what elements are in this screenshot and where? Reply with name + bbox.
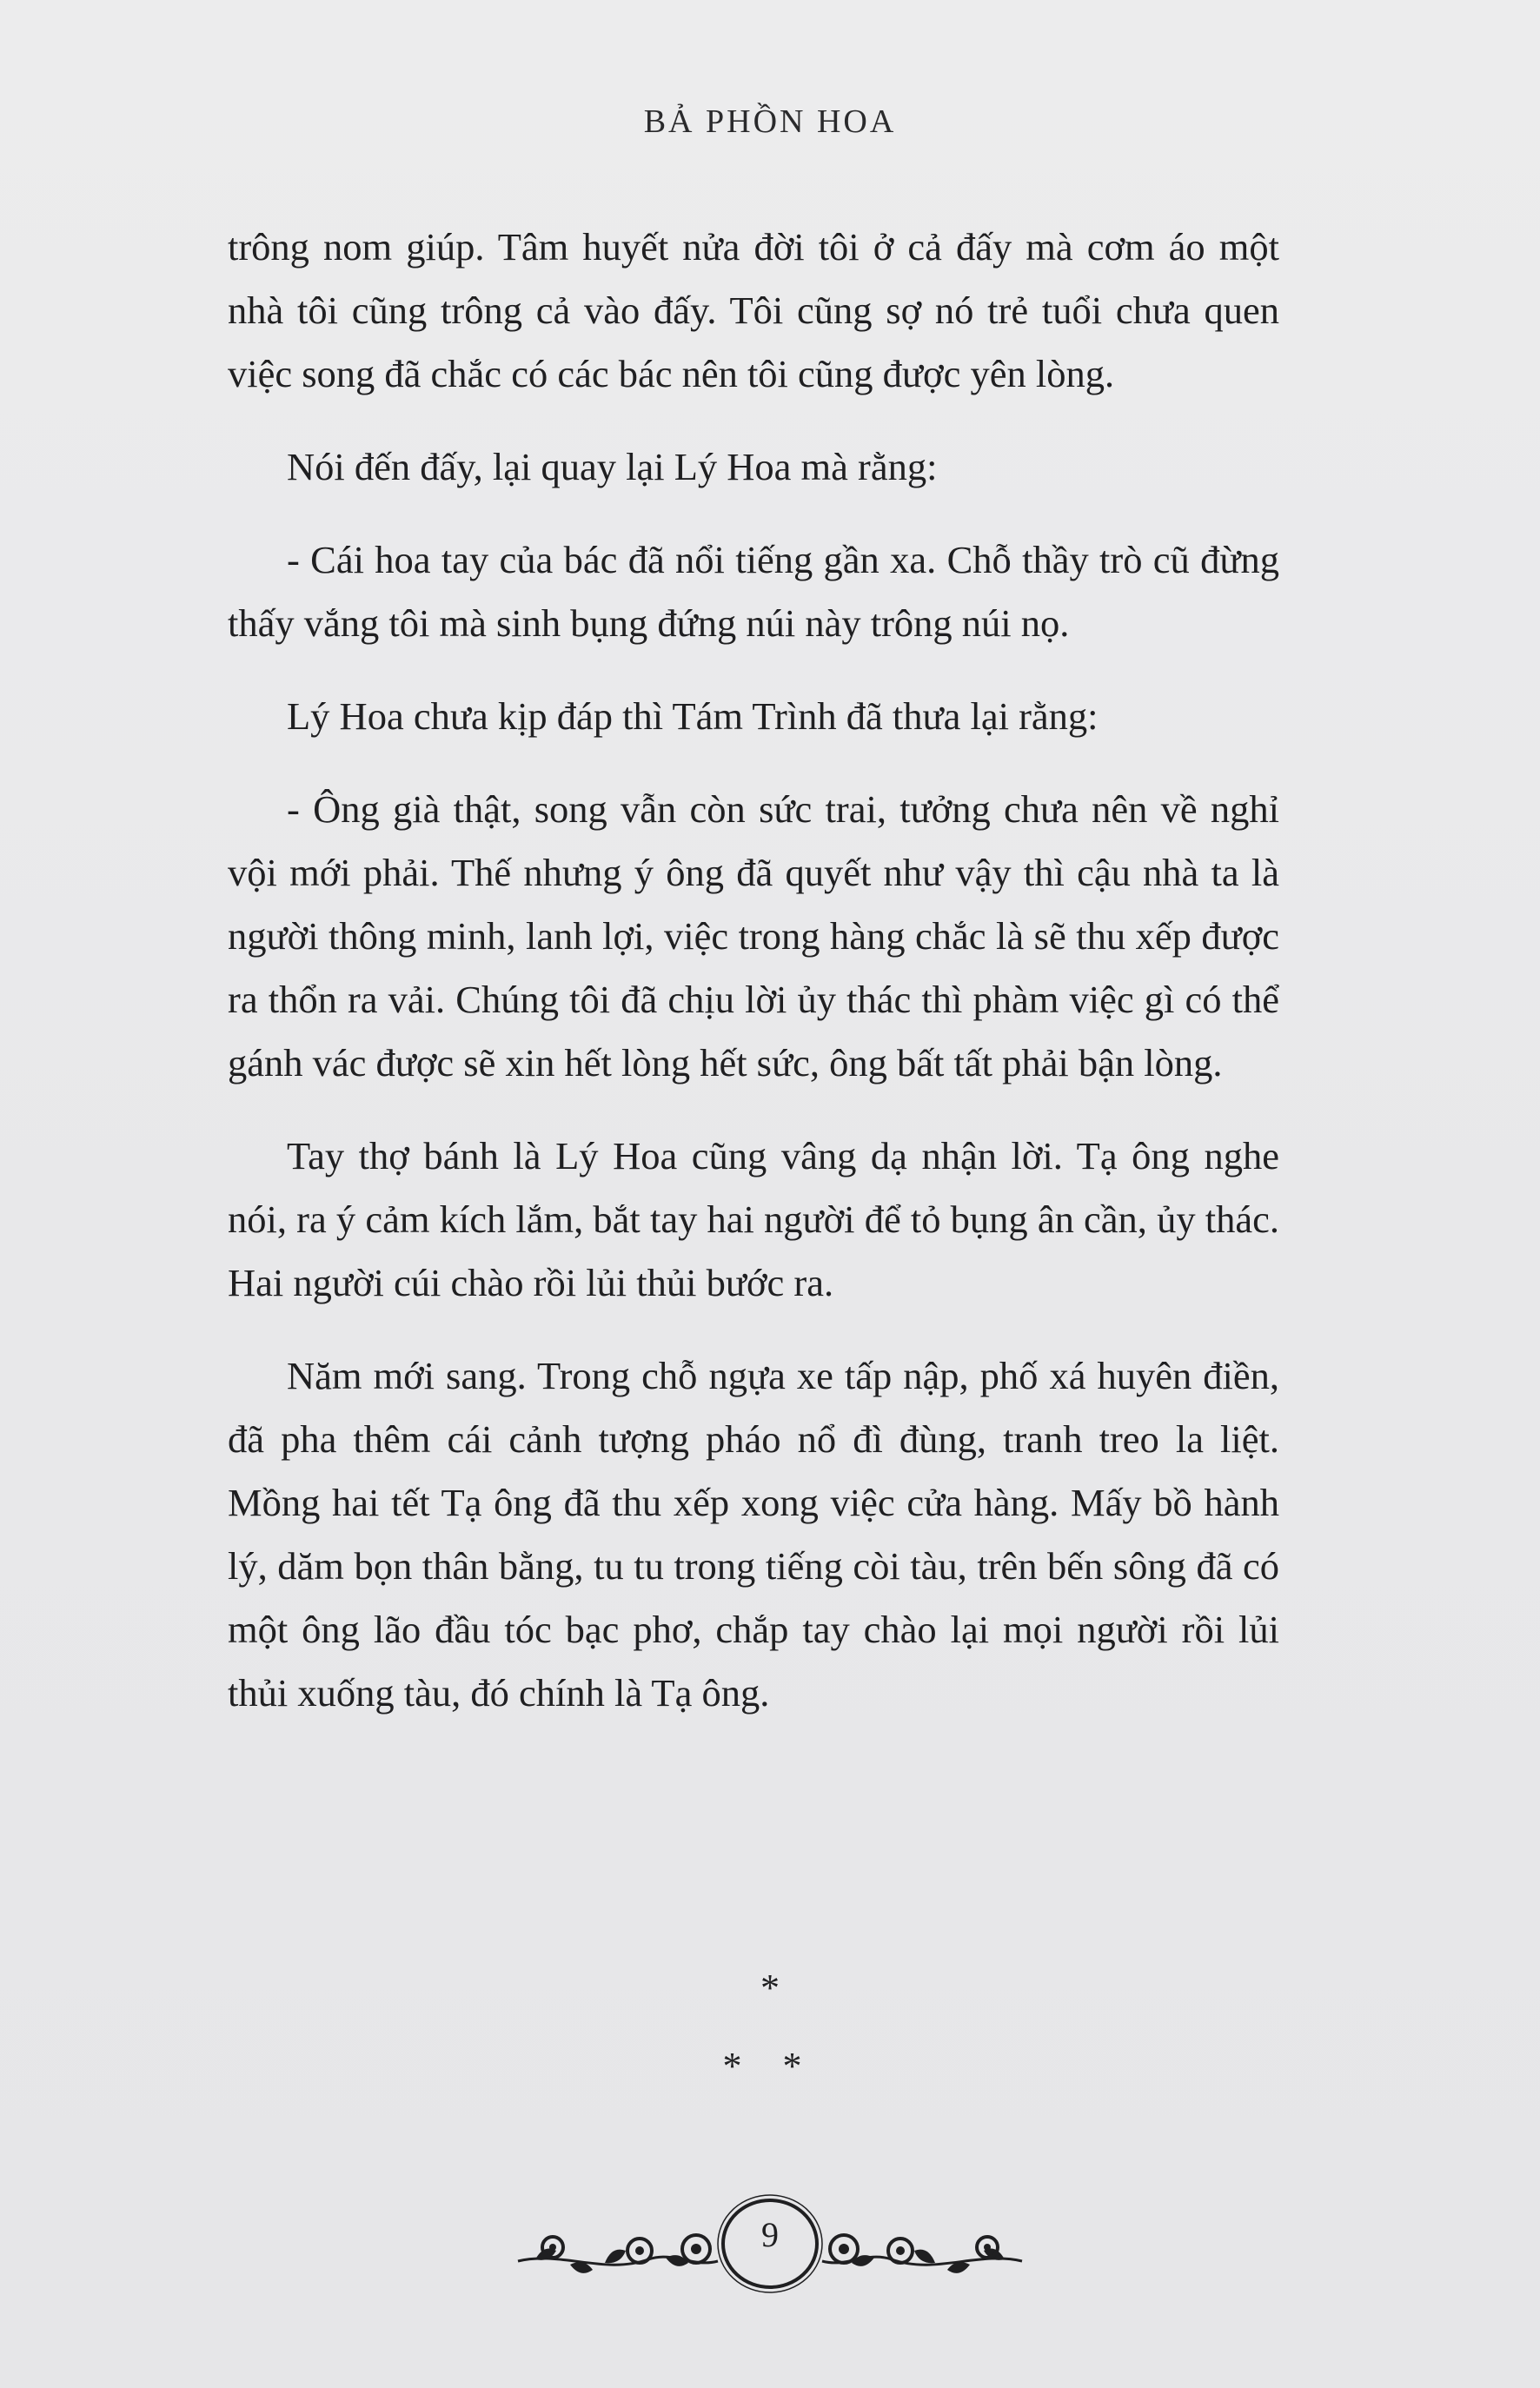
scene-break-top: *: [760, 1967, 780, 2009]
paragraph-6: Tay thợ bánh là Lý Hoa cũng vâng dạ nhận lời. Tạ ông nghe nói, ra ý cảm kích lắm, bắt tay hai người để tỏ bụng ân cần, ủy thác. Hai người cúi chào rồi lủi thủi bước ra.: [228, 1134, 1279, 1304]
paragraph-4: Lý Hoa chưa kịp đáp thì Tám Trình đã thưa lại rằng:: [287, 694, 1099, 738]
paragraph-7: Năm mới sang. Trong chỗ ngựa xe tấp nập, phố xá huyên điền, đã pha thêm cái cảnh tượng pháo nổ đì đùng, tranh treo la liệt. Mồng hai tết Tạ ông đã thu xếp xong việc cửa hàng. Mấy bồ hành lý, dăm bọn thân bằng, tu tu trong tiếng còi tàu, trên bến sông đã có một ông lão đầu tóc bạc phơ, chắp tay chào lại mọi người rồi lủi thủi xuống tàu, đó chính là Tạ ông.: [228, 1354, 1279, 1715]
scene-break-bottom: * *: [722, 2045, 818, 2087]
page-number: 9: [761, 2215, 779, 2254]
paragraph-2: Nói đến đấy, lại quay lại Lý Hoa mà rằng:: [287, 445, 938, 488]
paragraph-1: trông nom giúp. Tâm huyết nửa đời tôi ở cả đấy mà cơm áo một nhà tôi cũng trông cả vào đấy. Tôi cũng sợ nó trẻ tuổi chưa quen việc song đã chắc có các bác nên tôi cũng được yên lòng.: [228, 225, 1279, 395]
paragraph-5: - Ông già thật, song vẫn còn sức trai, tưởng chưa nên về nghỉ vội mới phải. Thế nhưng ý ông đã quyết như vậy thì cậu nhà ta là người thông minh, lanh lợi, việc trong hàng chắc là sẽ thu xếp được ra thổn ra vải. Chúng tôi đã chịu lời ủy thác thì phàm việc gì có thể gánh vác được sẽ xin hết lòng hết sức, ông bất tất phải bận lòng.: [228, 787, 1279, 1085]
paragraph-3: - Cái hoa tay của bác đã nổi tiếng gần xa. Chỗ thầy trò cũ đừng thấy vắng tôi mà sinh bụng đứng núi này trông núi nọ.: [228, 538, 1279, 645]
running-title: BẢ PHỒN HOA: [643, 103, 897, 140]
body-text: [228, 216, 1279, 1755]
